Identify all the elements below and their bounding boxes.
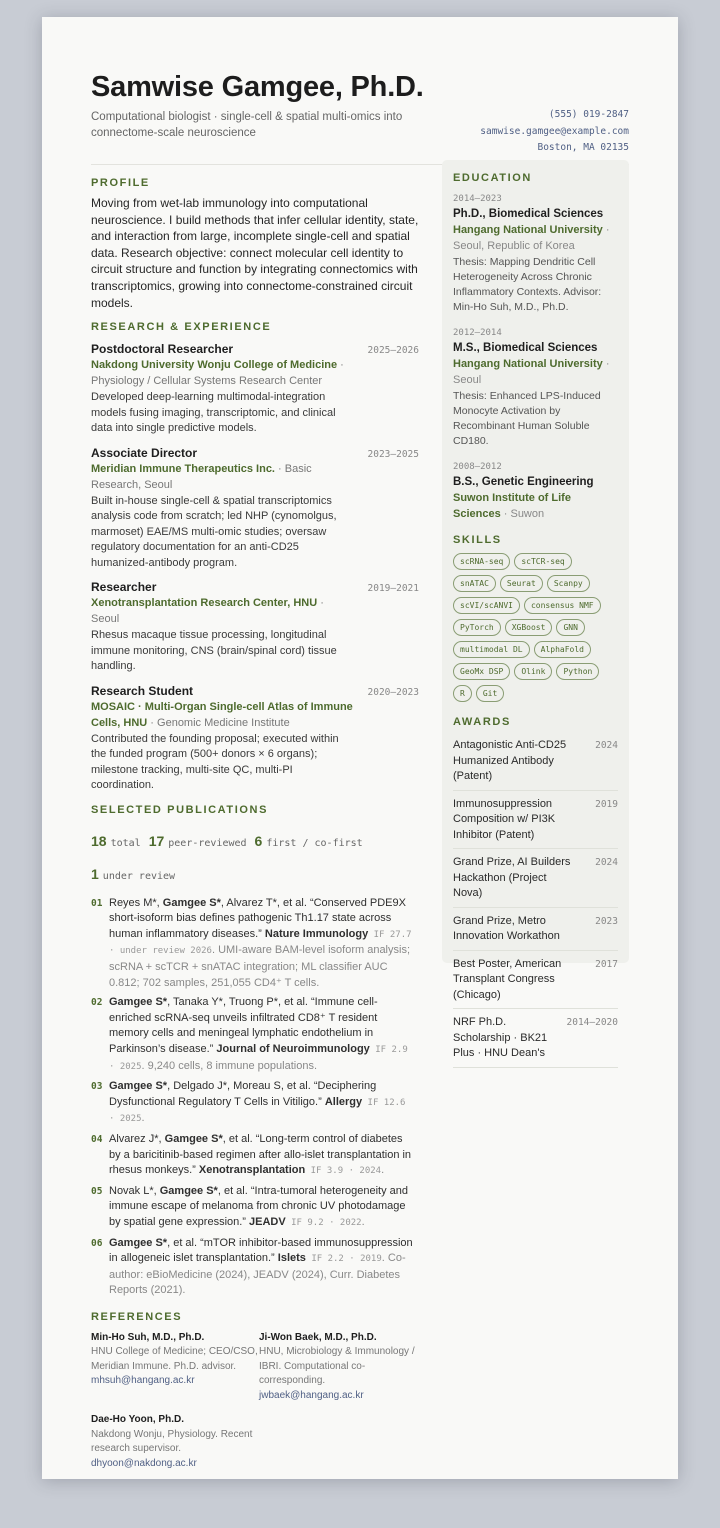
publication-citation xyxy=(109,1079,415,1128)
school-location: · Seoul xyxy=(453,358,610,386)
award-item xyxy=(453,732,618,791)
publication-list xyxy=(91,896,419,1299)
publication-item xyxy=(91,1184,419,1232)
publication-notes: . xyxy=(381,1164,385,1177)
profile-text: Moving from wet-lab immunology into computational neuroscience. I build methods that infer cellular identity, state, and interaction from large, incomplete single-cell and spatial data. Research objective: connect molecular cell identity to circuit structure and function by integrating connectomics with transcriptomics, growing into connectome-constrained circuit models. xyxy=(91,196,419,310)
education-years: 2014–2023 xyxy=(453,194,502,204)
job-description: Contributed the founding proposal; executed within the funded program (500+ donors × 6 organs); milestone tracking, multi-site QC, multi-PI coordination. xyxy=(91,732,339,792)
award-title: Antagonistic Anti-CD25 Humanized Antibody (Patent) xyxy=(453,739,567,782)
job-organization xyxy=(91,357,353,389)
publications-heading: SELECTED PUBLICATIONS xyxy=(91,803,269,816)
candidate-name: Samwise Gamgee, Ph.D. xyxy=(91,71,424,103)
reference-description: HNU, Microbiology & Immunology / IBRI. Computational co-corresponding. xyxy=(259,1346,415,1387)
stat-number: 1 xyxy=(91,865,99,882)
award-item xyxy=(453,951,618,1010)
publication-citation xyxy=(109,995,415,1075)
stat-number: 6 xyxy=(254,832,263,849)
location: Boston, MA 02135 xyxy=(537,142,629,153)
education-entry xyxy=(453,326,618,449)
resume-page xyxy=(42,17,678,1479)
job-header xyxy=(91,579,419,595)
experience-list xyxy=(91,341,419,794)
education-entry xyxy=(453,460,618,522)
education-heading: EDUCATION xyxy=(453,172,532,184)
skill-chip: multimodal DL xyxy=(453,641,530,658)
citation-title: , Alvarez T*, et al. “Conserved PDE9X short-isoform bias defines pathogenic Th1.17 state across human inflammatory diseases.” xyxy=(109,896,406,940)
job-description: Built in-house single-cell & spatial transcriptomics analysis code from scratch; led NHP (cynomolgus, marmoset) EAE/MS multi-omic studies; oversaw regulatory documentation for an anti-CD25 humanized-antibody program. xyxy=(91,494,337,569)
education-degree: Ph.D., Biomedical Sciences xyxy=(453,208,604,220)
education-thesis: Thesis: Enhanced LPS-Induced Monocyte Activation by Recombinant Human Soluble CD180. xyxy=(453,390,601,447)
publication-number: 05 xyxy=(91,1185,103,1197)
award-item xyxy=(453,1009,618,1068)
experience-heading: RESEARCH & EXPERIENCE xyxy=(91,321,272,334)
job-entry xyxy=(91,683,419,794)
award-item xyxy=(453,849,618,908)
publication-number: 06 xyxy=(91,1237,103,1249)
reference-description: Nakdong Wonju, Physiology. Recent research supervisor. xyxy=(91,1428,253,1455)
journal-metrics: IF 9.2 · 2022 xyxy=(285,1217,362,1228)
stat-label: peer-reviewed xyxy=(168,837,247,849)
journal-name: Allergy xyxy=(324,1095,363,1108)
job-entry xyxy=(91,445,419,572)
organization-department: · Genomic Medicine Institute xyxy=(147,716,290,729)
publication-notes: . UMI-aware BAM-level isoform analysis; scRNA + scTCR + snATAC integration; ML classifier AUC 0.812; 702 samples, 251,055 CD4⁺ T cells. xyxy=(109,944,411,989)
stat-label: under review xyxy=(102,870,176,882)
main-column xyxy=(91,177,419,1481)
journal-metrics: IF 12.6 · 2025 xyxy=(109,1097,406,1125)
publication-notes: . Co-author: eBioMedicine (2024), JEADV (2024), Curr. Diabetes Reports (2021). xyxy=(109,1252,406,1297)
job-entry xyxy=(91,579,419,675)
organization-department: · Physiology / Cellular Systems Research Center xyxy=(91,359,344,388)
journal-name: JEADV xyxy=(249,1215,286,1228)
education-thesis: Thesis: Mapping Dendritic Cell Heterogeneity Across Chronic Inflammatory Contexts. Advisor: Min-Ho Suh, M.D., Ph.D. xyxy=(453,256,602,313)
publication-notes: . 9,240 cells, 8 immune populations. xyxy=(141,1059,318,1072)
organization-name: Xenotransplantation Research Center, HNU xyxy=(91,597,318,610)
organization-name: Nakdong University Wonju College of Medicine xyxy=(91,359,338,372)
stat-number: 18 xyxy=(91,832,107,849)
author-self: Gamgee S* xyxy=(164,1132,223,1145)
publication-stat xyxy=(148,832,247,849)
award-year: 2024 xyxy=(595,740,618,751)
journal-metrics: IF 2.2 · 2019 xyxy=(305,1254,382,1265)
skill-chip: XGBoost xyxy=(505,619,553,636)
publication-citation xyxy=(109,896,415,992)
reference-email[interactable]: mhsuh@hangang.ac.kr xyxy=(91,1375,195,1387)
reference-name: Dae-Ho Yoon, Ph.D. xyxy=(91,1414,184,1426)
skill-chip: scVI/scANVI xyxy=(453,597,520,614)
education-years: 2012–2014 xyxy=(453,328,502,338)
awards-heading: AWARDS xyxy=(453,716,511,728)
authors-before: Novak L*, xyxy=(109,1184,160,1197)
award-item xyxy=(453,791,618,850)
skill-chip: consensus NMF xyxy=(524,597,601,614)
education-years: 2008–2012 xyxy=(453,462,502,472)
job-organization xyxy=(91,461,353,493)
job-header xyxy=(91,683,419,699)
job-title: Research Student xyxy=(91,683,194,698)
award-year: 2023 xyxy=(595,915,618,927)
job-description: Developed deep-learning multimodal-integration models fusing imaging, transcriptomic, and clinical data into single predictive models. xyxy=(91,391,336,435)
job-description: Rhesus macaque tissue processing, longitudinal immune monitoring, CNS (brain/spinal cord) tissue handling. xyxy=(91,629,337,673)
phone: (555) 019-2847 xyxy=(548,109,629,120)
education-school xyxy=(453,490,618,522)
job-organization xyxy=(91,699,353,731)
publication-stat xyxy=(91,865,176,882)
citation-title: , Delgado J*, Moreau S, et al. “Deciphering Dysfunctional Regulatory T Cells in Vitiligo.” xyxy=(109,1080,377,1108)
education-degree: B.S., Genetic Engineering xyxy=(453,476,594,488)
skill-chip: scRNA-seq xyxy=(453,553,510,570)
reference-entry xyxy=(91,1331,259,1404)
job-entry xyxy=(91,341,419,437)
skill-chip: PyTorch xyxy=(453,619,501,636)
organization-name: MOSAIC · Multi-Organ Single-cell Atlas of Immune Cells, HNU xyxy=(91,700,353,729)
award-title: Immunosuppression Composition w/ PI3K Inhibitor (Patent) xyxy=(453,797,556,841)
education-school xyxy=(453,356,618,388)
skill-chip: Git xyxy=(476,685,504,702)
award-title: Grand Prize, AI Builders Hackathon (Project Nova) xyxy=(453,856,571,899)
journal-name: Journal of Neuroimmunology xyxy=(216,1043,370,1055)
author-self: Gamgee S* xyxy=(159,1184,218,1197)
resume-header xyxy=(91,69,629,165)
tagline: Computational biologist · single-cell & spatial multi-omics into connectome-scale neuroscience xyxy=(91,111,403,139)
reference-name: Min-Ho Suh, M.D., Ph.D. xyxy=(91,1331,205,1343)
journal-metrics: IF 27.7 · under review 2026 xyxy=(109,929,412,957)
awards-list xyxy=(453,732,618,1068)
profile-heading: PROFILE xyxy=(91,177,150,189)
publication-item xyxy=(91,1132,419,1180)
school-name: Hangang National University xyxy=(453,224,603,236)
organization-department: · Seoul xyxy=(91,597,324,626)
publication-citation xyxy=(109,1184,415,1232)
job-header xyxy=(91,341,419,357)
publication-notes: . xyxy=(141,1112,145,1125)
education-list xyxy=(453,192,618,522)
award-year: 2014–2020 xyxy=(566,1017,618,1028)
stat-label: first / co-first xyxy=(266,837,363,849)
references-list xyxy=(91,1331,419,1482)
award-year: 2024 xyxy=(595,857,618,868)
skill-chip: Seurat xyxy=(500,575,543,592)
job-organization xyxy=(91,595,353,627)
skill-chip: scTCR-seq xyxy=(514,553,571,570)
job-title: Associate Director xyxy=(91,445,198,460)
publication-item xyxy=(91,1079,419,1128)
education-degree: M.S., Biomedical Sciences xyxy=(453,342,598,354)
journal-name: Xenotransplantation xyxy=(198,1164,306,1177)
job-header xyxy=(91,445,419,461)
author-self: Gamgee S* xyxy=(109,1080,168,1093)
publication-number: 02 xyxy=(91,997,103,1009)
journal-name: Islets xyxy=(277,1252,306,1265)
skills-heading: SKILLS xyxy=(453,534,502,546)
stat-label: total xyxy=(110,837,141,849)
skill-chip: Olink xyxy=(514,663,552,680)
reference-email[interactable]: jwbaek@hangang.ac.kr xyxy=(259,1389,364,1401)
award-title: Best Poster, American Transplant Congress (Chicago) xyxy=(453,957,562,1001)
skills-list xyxy=(453,553,618,702)
organization-name: Meridian Immune Therapeutics Inc. xyxy=(91,462,275,475)
authors-before: Reyes M*, xyxy=(109,896,163,909)
author-self: Gamgee S* xyxy=(109,1236,168,1249)
publication-item xyxy=(91,995,419,1075)
skill-chip: GeoMx DSP xyxy=(453,663,510,680)
authors-before: Alvarez J*, xyxy=(109,1132,165,1145)
publication-stat xyxy=(254,832,363,849)
job-dates: 2020–2023 xyxy=(367,686,419,698)
skill-chip: AlphaFold xyxy=(534,641,591,658)
sidebar xyxy=(442,160,629,1059)
education-school xyxy=(453,222,618,254)
publication-citation xyxy=(109,1236,415,1299)
school-location: · Seoul, Republic of Korea xyxy=(453,224,610,252)
job-dates: 2019–2021 xyxy=(367,583,419,595)
skill-chip: Scanpy xyxy=(547,575,590,592)
skill-chip: Python xyxy=(556,663,599,680)
school-name: Hangang National University xyxy=(453,358,603,370)
job-title: Researcher xyxy=(91,580,157,595)
skill-chip: R xyxy=(453,685,472,702)
award-title: Grand Prize, Metro Innovation Workathon xyxy=(453,914,560,942)
references-heading: REFERENCES xyxy=(91,1310,183,1323)
publication-notes: . xyxy=(361,1215,365,1228)
publication-item xyxy=(91,896,419,992)
job-dates: 2023–2025 xyxy=(367,448,419,460)
publication-citation xyxy=(109,1132,415,1180)
publication-number: 03 xyxy=(91,1081,103,1093)
contact-block xyxy=(480,107,629,157)
award-year: 2019 xyxy=(595,798,618,810)
skill-chip: snATAC xyxy=(453,575,496,592)
award-item xyxy=(453,908,618,951)
job-dates: 2025–2026 xyxy=(367,345,419,357)
publication-item xyxy=(91,1236,419,1299)
organization-department: · Basic Research, Seoul xyxy=(91,462,312,491)
stat-number: 17 xyxy=(148,832,165,849)
education-entry xyxy=(453,192,618,315)
reference-description: HNU College of Medicine; CEO/CSO, Meridian Immune. Ph.D. advisor. xyxy=(91,1346,258,1372)
email[interactable]: samwise.gamgee@example.com xyxy=(480,125,629,137)
journal-metrics: IF 2.9 · 2025 xyxy=(109,1045,408,1072)
school-location: · Suwon xyxy=(500,508,545,520)
citation-title: , et al. “mTOR inhibitor-based immunosuppression in allogeneic islet transplantation.” xyxy=(109,1236,413,1265)
citation-title: , Tanaka Y*, Truong P*, et al. “Immune cell-enriched scRNA-seq unveils infiltrated CD8⁺ T resident memory cells and meningeal lymphatic endothelium in Parkinson’s disease.” xyxy=(109,996,378,1055)
author-self: Gamgee S* xyxy=(109,996,168,1009)
journal-name: Nature Immunology xyxy=(264,927,369,940)
job-title: Postdoctoral Researcher xyxy=(91,342,234,357)
citation-title: , et al. “Intra-tumoral heterogeneity and immune escape of melanoma from chronic UV photodamage by spatial gene expression.” xyxy=(109,1184,409,1228)
author-self: Gamgee S* xyxy=(162,896,221,909)
journal-metrics: IF 3.9 · 2024 xyxy=(305,1166,382,1177)
publication-stat xyxy=(91,832,141,849)
publication-number: 01 xyxy=(91,897,103,909)
publication-number: 04 xyxy=(91,1133,103,1145)
award-title: NRF Ph.D. Scholarship · BK21 Plus · HNU Dean's xyxy=(453,1016,548,1059)
skill-chip: GNN xyxy=(556,619,584,636)
citation-title: , et al. “Long-term control of diabetes by a baricitinib-based regimen after allo-islet transplantation in rhesus monkeys.” xyxy=(109,1132,412,1177)
award-year: 2017 xyxy=(595,958,618,970)
reference-email[interactable]: dhyoon@nakdong.ac.kr xyxy=(91,1457,197,1469)
publication-stats xyxy=(91,826,419,892)
reference-entry xyxy=(91,1413,259,1471)
reference-entry xyxy=(259,1331,427,1404)
school-name: Suwon Institute of Life Sciences xyxy=(453,492,571,520)
reference-name: Ji-Won Baek, M.D., Ph.D. xyxy=(259,1331,377,1343)
